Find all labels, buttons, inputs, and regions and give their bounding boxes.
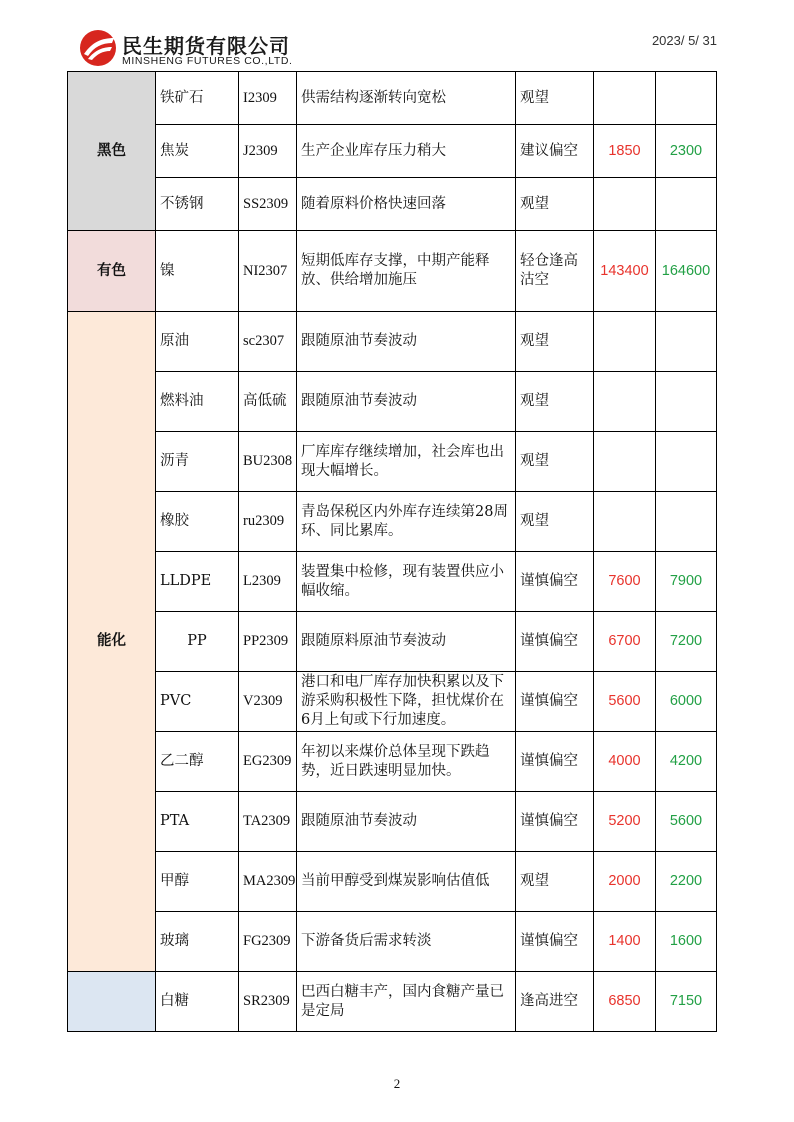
table-row (68, 612, 717, 672)
price-high (656, 178, 717, 231)
contract-code: 高低硫 (239, 372, 297, 432)
strategy-advice: 逢高进空 (516, 972, 594, 1032)
price-low: 2000 (594, 852, 656, 912)
market-view: 装置集中检修，现有装置供应小幅收缩。 (297, 552, 516, 612)
contract-code: NI2307 (239, 231, 297, 312)
market-view: 供需结构逐渐转向宽松 (297, 72, 516, 125)
company-name-en: MINSHENG FUTURES CO.,LTD. (122, 55, 293, 67)
strategy-table (67, 71, 717, 1032)
contract-code: MA2309 (239, 852, 297, 912)
strategy-advice: 观望 (516, 492, 594, 552)
product-name: 不锈钢 (156, 178, 239, 231)
table-row (68, 732, 717, 792)
category-black: 黑色 (68, 72, 156, 231)
strategy-advice: 建议偏空 (516, 125, 594, 178)
strategy-advice: 谨慎偏空 (516, 612, 594, 672)
table-row (68, 672, 717, 732)
price-high: 2300 (656, 125, 717, 178)
strategy-advice: 谨慎偏空 (516, 912, 594, 972)
price-high: 7150 (656, 972, 717, 1032)
contract-code: PP2309 (239, 612, 297, 672)
table-row (68, 72, 717, 125)
contract-code: SS2309 (239, 178, 297, 231)
price-low: 1400 (594, 912, 656, 972)
price-high (656, 312, 717, 372)
product-name: LLDPE (156, 552, 239, 612)
market-view: 跟随原油节奏波动 (297, 372, 516, 432)
product-name: 焦炭 (156, 125, 239, 178)
product-name: PP (156, 612, 239, 672)
price-high (656, 372, 717, 432)
market-view: 当前甲醇受到煤炭影响估值低 (297, 852, 516, 912)
strategy-advice: 观望 (516, 178, 594, 231)
price-low: 6850 (594, 972, 656, 1032)
market-view: 厂库库存继续增加，社会库也出现大幅增长。 (297, 432, 516, 492)
company-name-cn: 民生期货有限公司 (122, 34, 290, 58)
table-row (68, 852, 717, 912)
market-view: 生产企业库存压力稍大 (297, 125, 516, 178)
product-name: 乙二醇 (156, 732, 239, 792)
product-name: 橡胶 (156, 492, 239, 552)
contract-code: V2309 (239, 672, 297, 732)
strategy-advice: 观望 (516, 852, 594, 912)
market-view: 青岛保税区内外库存连续第28周环、同比累库。 (297, 492, 516, 552)
price-low: 143400 (594, 231, 656, 312)
contract-code: ru2309 (239, 492, 297, 552)
market-view: 巴西白糖丰产，国内食糖产量已是定局 (297, 972, 516, 1032)
strategy-advice: 谨慎偏空 (516, 672, 594, 732)
price-high: 2200 (656, 852, 717, 912)
market-view: 跟随原油节奏波动 (297, 792, 516, 852)
market-view: 跟随原料原油节奏波动 (297, 612, 516, 672)
price-low (594, 72, 656, 125)
contract-code: J2309 (239, 125, 297, 178)
market-view: 短期低库存支撑，中期产能释放、供给增加施压 (297, 231, 516, 312)
table-row (68, 231, 717, 312)
product-name: 沥青 (156, 432, 239, 492)
product-name: PTA (156, 792, 239, 852)
category-energy: 能化 (68, 312, 156, 972)
price-high (656, 492, 717, 552)
market-view: 跟随原油节奏波动 (297, 312, 516, 372)
price-low: 6700 (594, 612, 656, 672)
page-number: 2 (393, 1076, 401, 1091)
product-name: 原油 (156, 312, 239, 372)
contract-code: L2309 (239, 552, 297, 612)
price-low (594, 178, 656, 231)
price-high: 5600 (656, 792, 717, 852)
price-low (594, 372, 656, 432)
table-row (68, 492, 717, 552)
product-name: 铁矿石 (156, 72, 239, 125)
price-high: 4200 (656, 732, 717, 792)
price-high: 7200 (656, 612, 717, 672)
strategy-advice: 观望 (516, 372, 594, 432)
market-view: 港口和电厂库存加快积累以及下游采购积极性下降，担忧煤价在6月上旬或下行加速度。 (297, 672, 516, 732)
market-view: 随着原料价格快速回落 (297, 178, 516, 231)
contract-code: I2309 (239, 72, 297, 125)
market-view: 年初以来煤价总体呈现下跌趋势，近日跌速明显加快。 (297, 732, 516, 792)
table-row (68, 972, 717, 1032)
price-high (656, 72, 717, 125)
table-row (68, 372, 717, 432)
table-row (68, 432, 717, 492)
price-low: 5600 (594, 672, 656, 732)
market-view: 下游备货后需求转淡 (297, 912, 516, 972)
price-low (594, 492, 656, 552)
product-name: 甲醇 (156, 852, 239, 912)
price-low: 5200 (594, 792, 656, 852)
product-name: 玻璃 (156, 912, 239, 972)
strategy-advice: 观望 (516, 432, 594, 492)
table-row (68, 912, 717, 972)
contract-code: FG2309 (239, 912, 297, 972)
contract-code: EG2309 (239, 732, 297, 792)
table-row (68, 552, 717, 612)
contract-code: TA2309 (239, 792, 297, 852)
category-nonferrous: 有色 (68, 231, 156, 312)
product-name: 燃料油 (156, 372, 239, 432)
contract-code: sc2307 (239, 312, 297, 372)
strategy-advice: 谨慎偏空 (516, 552, 594, 612)
strategy-advice: 轻仓逢高沽空 (516, 231, 594, 312)
minsheng-logo-icon (78, 28, 118, 68)
product-name: PVC (156, 672, 239, 732)
page-header (0, 0, 794, 72)
report-date: 2023/ 5/ 31 (651, 33, 717, 48)
price-low: 4000 (594, 732, 656, 792)
price-high: 164600 (656, 231, 717, 312)
product-name: 白糖 (156, 972, 239, 1032)
price-low: 7600 (594, 552, 656, 612)
strategy-advice: 谨慎偏空 (516, 792, 594, 852)
strategy-advice: 观望 (516, 72, 594, 125)
table-row (68, 125, 717, 178)
table-row (68, 792, 717, 852)
category-soft (68, 972, 156, 1032)
price-low (594, 432, 656, 492)
product-name: 镍 (156, 231, 239, 312)
table-row (68, 312, 717, 372)
contract-code: BU2308 (239, 432, 297, 492)
price-high: 7900 (656, 552, 717, 612)
price-high (656, 432, 717, 492)
strategy-advice: 观望 (516, 312, 594, 372)
contract-code: SR2309 (239, 972, 297, 1032)
table-row (68, 178, 717, 231)
strategy-advice: 谨慎偏空 (516, 732, 594, 792)
price-low: 1850 (594, 125, 656, 178)
price-high: 1600 (656, 912, 717, 972)
price-low (594, 312, 656, 372)
price-high: 6000 (656, 672, 717, 732)
